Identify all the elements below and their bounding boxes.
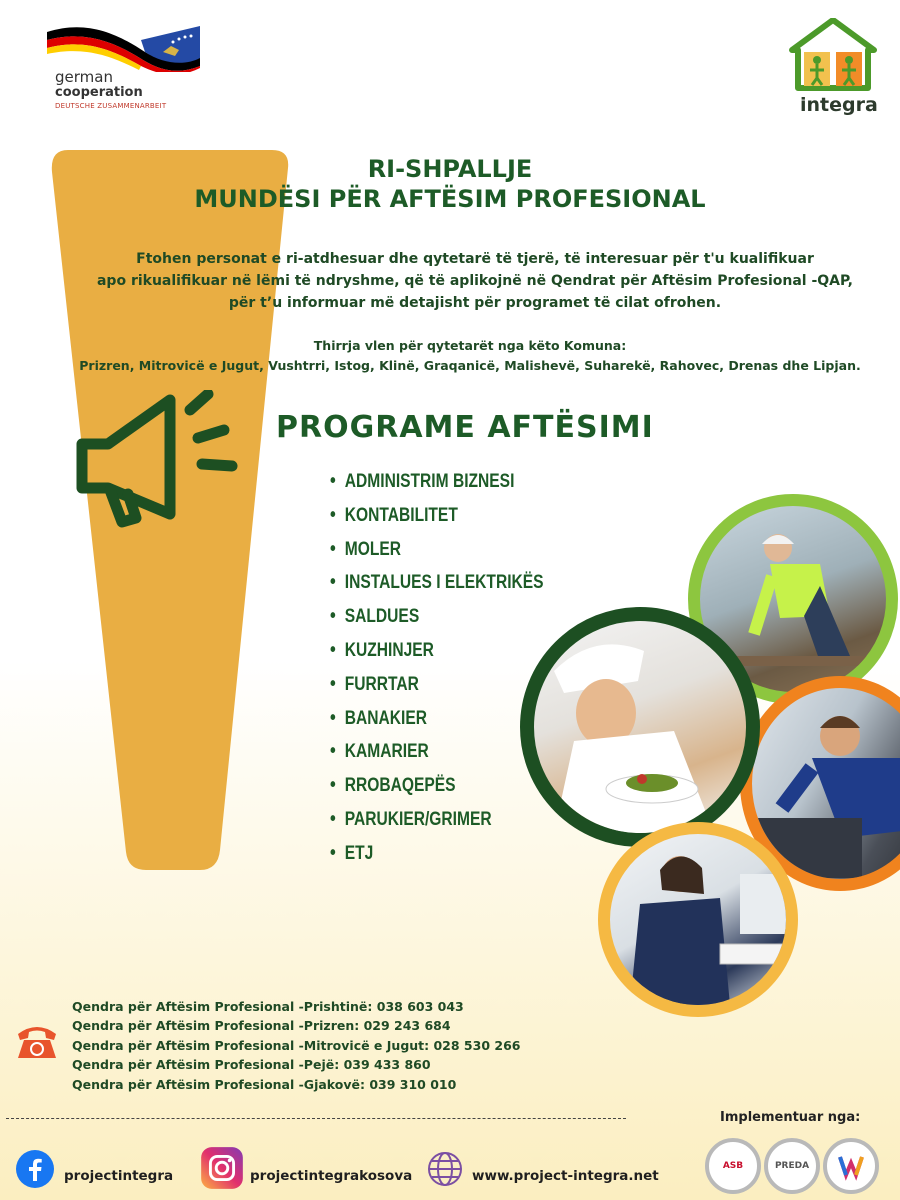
dashed-divider — [6, 1118, 626, 1119]
chef-photo — [520, 607, 760, 847]
office-worker-image — [610, 834, 786, 1005]
house-family-icon — [788, 18, 878, 93]
office-worker-photo — [598, 822, 798, 1017]
page-title-line-2: MUNDËSI PËR AFTËSIM PROFESIONAL — [194, 185, 706, 213]
website-link[interactable]: www.project-integra.net — [472, 1168, 659, 1184]
partner-logo-preda: PREDA — [764, 1138, 820, 1194]
programs-heading: PROGRAME AFTËSIMI — [276, 410, 654, 445]
integra-logo-text: integra — [800, 94, 878, 116]
call-municipalities-list: Prizren, Mitrovicë e Jugut, Vushtrri, Istog, Klinë, Graqanicë, Malishevë, Suharekë, Rahovec, Drenas dhe Lipjan. — [79, 358, 861, 373]
german-cooperation-logo — [45, 22, 215, 112]
flag-ribbon-icon — [45, 22, 205, 72]
contact-line: Qendra për Aftësim Profesional -Pejë: 039 433 860 — [72, 1057, 431, 1073]
globe-icon[interactable] — [426, 1150, 464, 1188]
program-item: • INSTALUES I ELEKTRIKËS — [330, 567, 544, 601]
facebook-icon[interactable] — [16, 1150, 54, 1188]
program-item: • KUZHINJER — [330, 635, 544, 669]
contact-line: Qendra për Aftësim Profesional -Prishtinë: 038 603 043 — [72, 999, 464, 1014]
contact-line: Qendra për Aftësim Profesional -Mitrovicë e Jugut: 028 530 266 — [72, 1037, 521, 1053]
megaphone-icon — [70, 390, 245, 530]
contact-line: Qendra për Aftësim Profesional -Gjakovë: 039 310 010 — [72, 1076, 457, 1092]
intro-text-line-3: për t’u informuar më detajisht për programet të cilat ofrohen. — [228, 295, 722, 311]
logo-text-cooperation: cooperation — [55, 85, 143, 100]
contact-line: Qendra për Aftësim Profesional -Prizren: 029 243 684 — [72, 1018, 451, 1034]
program-item: • KAMARIER — [330, 736, 544, 770]
contact-list — [72, 999, 520, 1096]
instagram-handle[interactable]: projectintegrakosova — [250, 1168, 413, 1184]
partner-logo-asb: ASB — [705, 1138, 761, 1194]
logo-text-german: german — [55, 68, 113, 86]
program-item: • SALDUES — [330, 601, 544, 635]
program-item: • BANAKIER — [330, 703, 544, 737]
telephone-icon — [14, 1020, 60, 1060]
program-item: • KONTABILITET — [330, 500, 544, 534]
program-item: • FURRTAR — [330, 669, 544, 703]
instagram-icon[interactable] — [200, 1146, 244, 1190]
program-item: • ETJ — [330, 838, 544, 872]
program-item: • MOLER — [330, 534, 544, 568]
implementers-label: Implementuar nga: — [720, 1110, 861, 1125]
intro-text-line-1: Ftohen personat e ri-atdhesuar dhe qytetarë të tjerë, të interesuar për t'u kualifikuar — [136, 251, 814, 267]
partner-mark-icon — [836, 1151, 866, 1181]
program-item: • ADMINISTRIM BIZNESI — [330, 466, 544, 500]
chef-image — [534, 621, 746, 833]
call-eligibility-heading: Thirrja vlen për qytetarët nga këto Komuna: — [313, 338, 627, 353]
page-title-line-1: RI-SHPALLJE — [367, 155, 533, 183]
facebook-handle[interactable]: projectintegra — [64, 1168, 174, 1184]
partner-logo-third — [823, 1138, 879, 1194]
intro-text-line-2: apo rikualifikuar në lëmi të ndryshme, që të aplikojnë në Qendrat për Aftësim Profesional -QAP, — [96, 273, 854, 289]
program-item: • RROBAQEPËS — [330, 770, 544, 804]
integra-logo — [788, 18, 878, 118]
logo-text-deutsche: DEUTSCHE ZUSAMMENARBEIT — [55, 102, 167, 110]
program-item: • PARUKIER/GRIMER — [330, 804, 544, 838]
